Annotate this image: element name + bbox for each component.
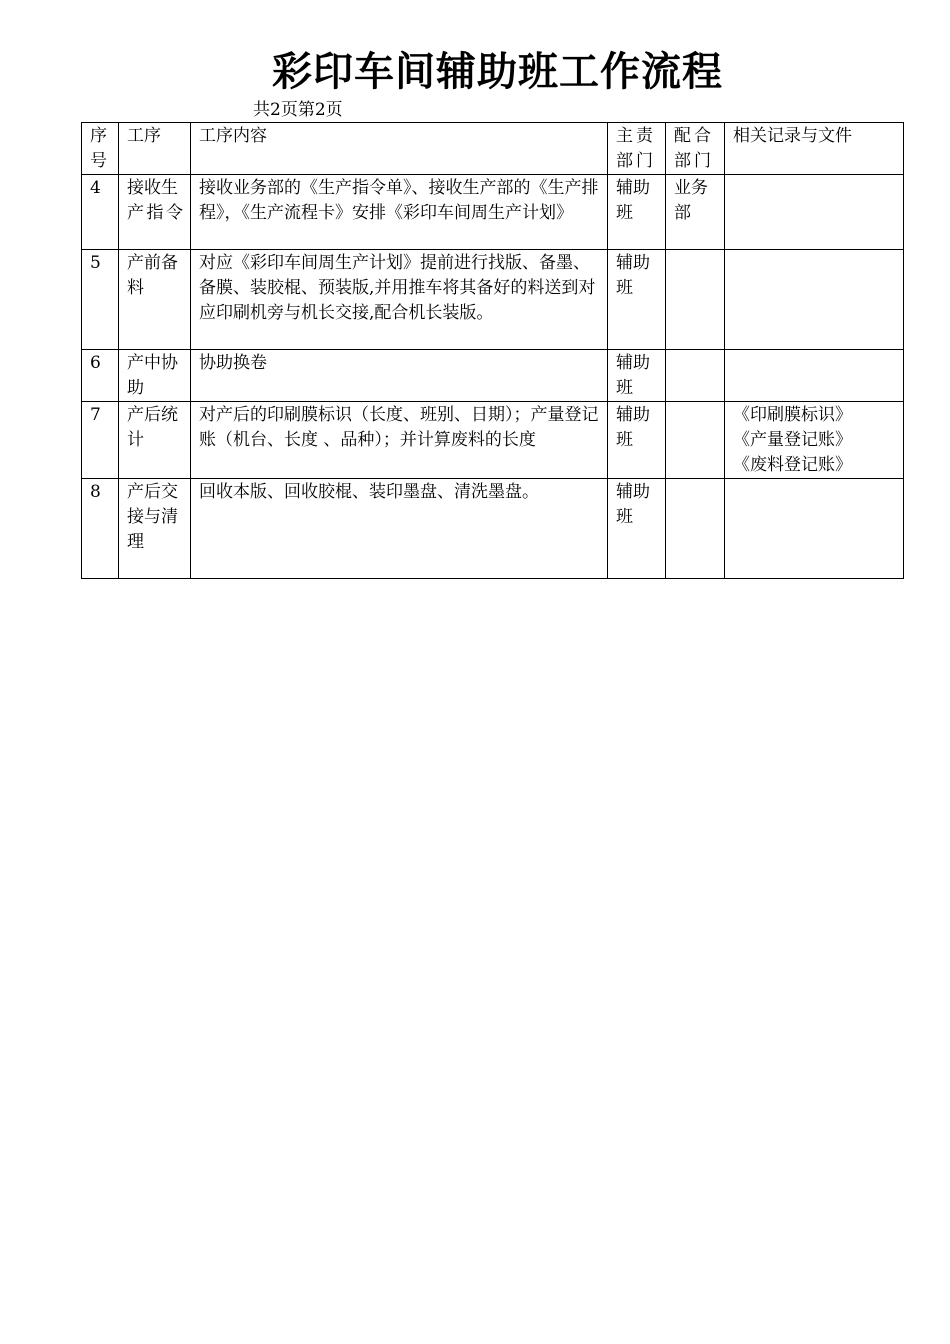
row-records — [725, 402, 904, 479]
record-item: 《印刷膜标识》 — [733, 405, 852, 425]
header-coop: 配合部门 — [666, 123, 725, 175]
header-records: 相关记录与文件 — [725, 123, 904, 175]
table-header-row — [82, 123, 904, 175]
document-title: 彩印车间辅助班工作流程 — [272, 49, 723, 95]
table-row — [82, 250, 904, 350]
row-step: 产后交接与清理 — [119, 479, 191, 579]
row-content: 对应《彩印车间周生产计划》提前进行找版、备墨、备膜、装胶棍、预装版,并用推车将其备好的料送到对应印刷机旁与机长交接,配合机长装版。 — [191, 250, 608, 350]
row-coop: 业务部 — [666, 175, 725, 250]
table-row — [82, 350, 904, 402]
row-content: 接收业务部的《生产指令单》、接收生产部的《生产排程》，《生产流程卡》安排《彩印车间周生产计划》 — [191, 175, 608, 250]
row-step: 接收生产指令 — [119, 175, 191, 250]
row-content: 回收本版、回收胶棍、装印墨盘、清洗墨盘。 — [191, 479, 608, 579]
header-dept: 主责部门 — [608, 123, 666, 175]
row-content: 对产后的印刷膜标识（长度、班别、日期）；产量登记账（机台、长度 、品种）；并计算废料的长度 — [191, 402, 608, 479]
row-coop — [666, 250, 725, 350]
table-row — [82, 479, 904, 579]
row-records — [725, 479, 904, 579]
row-no: 5 — [82, 250, 119, 350]
table-row — [82, 402, 904, 479]
table-row — [82, 175, 904, 250]
row-step: 产前备料 — [119, 250, 191, 350]
header-content: 工序内容 — [191, 123, 608, 175]
row-step: 产中协助 — [119, 350, 191, 402]
row-records — [725, 250, 904, 350]
row-no: 8 — [82, 479, 119, 579]
row-records — [725, 350, 904, 402]
row-dept: 辅助班 — [608, 250, 666, 350]
row-no: 4 — [82, 175, 119, 250]
workflow-table — [81, 122, 904, 579]
row-dept: 辅助班 — [608, 479, 666, 579]
row-dept: 辅助班 — [608, 175, 666, 250]
row-no: 6 — [82, 350, 119, 402]
header-no: 序号 — [82, 123, 119, 175]
row-content: 协助换卷 — [191, 350, 608, 402]
row-step: 产后统计 — [119, 402, 191, 479]
record-item: 《产量登记账》 — [733, 430, 852, 450]
page-info: 共2页第2页 — [253, 100, 343, 120]
row-coop — [666, 402, 725, 479]
row-dept: 辅助班 — [608, 402, 666, 479]
row-dept: 辅助班 — [608, 350, 666, 402]
header-step: 工序 — [119, 123, 191, 175]
row-no: 7 — [82, 402, 119, 479]
record-item: 《废料登记账》 — [733, 455, 852, 475]
row-coop — [666, 479, 725, 579]
row-coop — [666, 350, 725, 402]
row-records — [725, 175, 904, 250]
